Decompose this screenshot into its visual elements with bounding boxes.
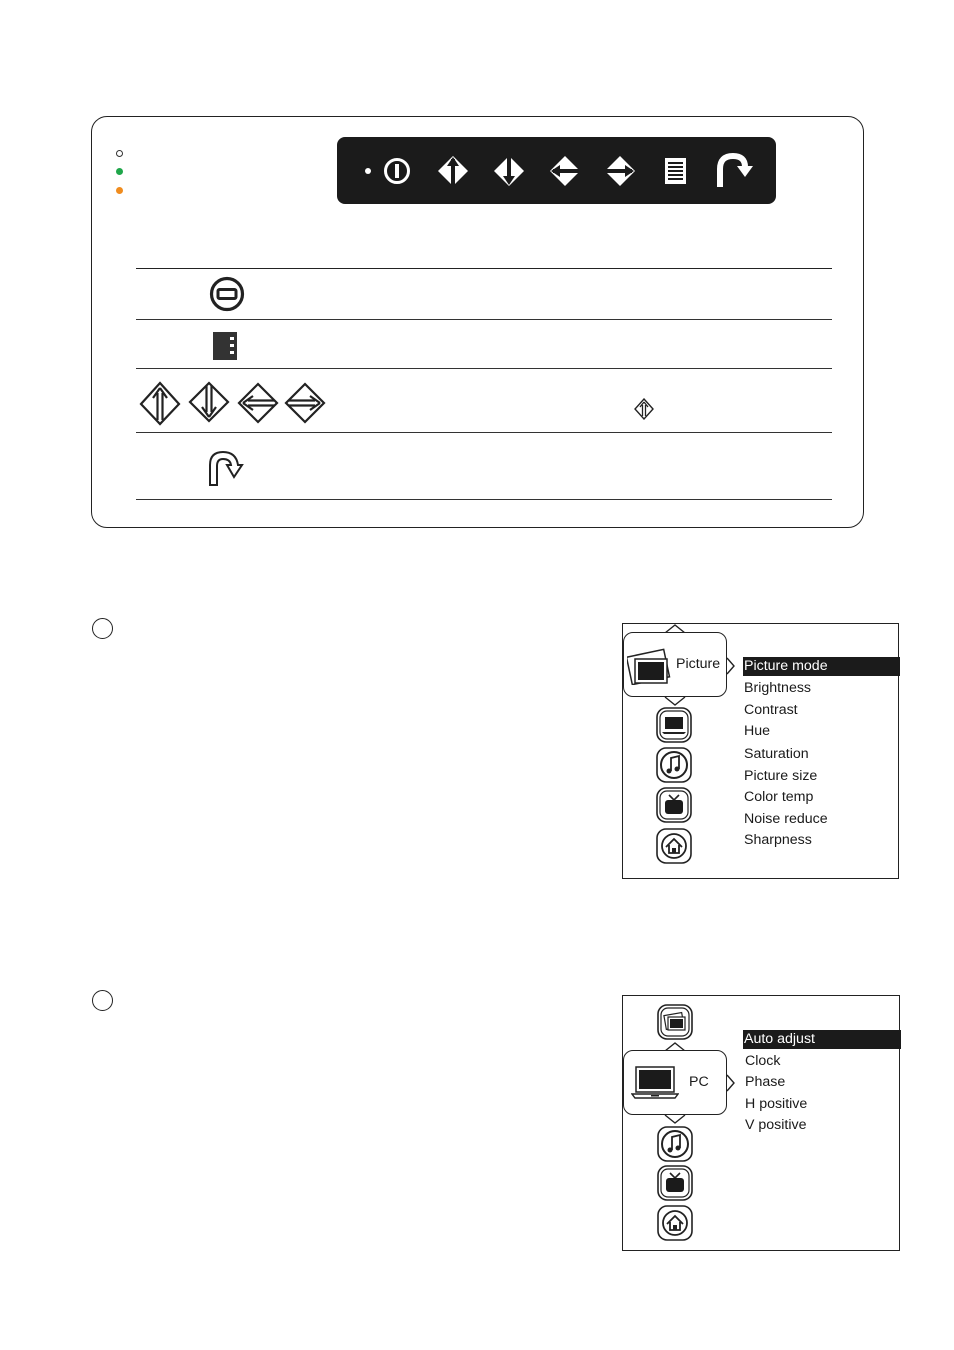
outline-right-arrow-icon	[286, 384, 324, 422]
table-rule	[136, 319, 832, 320]
chevron-down-icon[interactable]	[660, 696, 690, 706]
menu-item-sharpness[interactable]: Sharpness	[744, 832, 812, 848]
chevron-right-icon[interactable]	[726, 657, 736, 675]
menu-item-h-positive[interactable]: H positive	[745, 1096, 808, 1112]
outline-left-arrow-icon	[239, 384, 277, 422]
standby-icon	[209, 276, 245, 312]
outline-down-arrow-icon	[190, 383, 228, 421]
table-rule-bottom	[136, 499, 832, 500]
chevron-right-icon[interactable]	[726, 1074, 736, 1092]
picture-icon	[627, 645, 671, 685]
menu-item-brightness[interactable]: Brightness	[744, 680, 812, 696]
table-rule	[136, 432, 832, 433]
power-led-indicator	[116, 150, 123, 157]
key-dot-icon	[365, 168, 371, 174]
key-up-icon[interactable]	[438, 156, 468, 186]
tv-icon[interactable]	[657, 1165, 693, 1201]
outline-up-arrow-icon	[141, 383, 179, 424]
menu-item-clock[interactable]: Clock	[745, 1053, 781, 1069]
key-power-icon[interactable]	[386, 160, 409, 183]
arrow-keys-icons	[138, 380, 330, 426]
key-return-icon[interactable]	[720, 156, 753, 187]
picture-icon[interactable]	[657, 1004, 693, 1040]
menu-item-picture-mode[interactable]: Picture mode	[743, 657, 900, 676]
tv-icon[interactable]	[656, 787, 692, 823]
menu-block-icon	[212, 331, 240, 361]
chevron-down-icon[interactable]	[660, 1114, 690, 1124]
step-marker-2	[92, 990, 113, 1011]
outline-return-icon	[206, 449, 246, 487]
menu-item-auto-adjust[interactable]: Auto adjust	[743, 1030, 901, 1049]
control-keys	[337, 137, 776, 204]
key-right-icon[interactable]	[605, 156, 635, 186]
key-left-icon[interactable]	[550, 156, 580, 186]
picture-tile-label: Picture	[676, 656, 721, 672]
table-rule	[136, 368, 832, 369]
menu-item-picture-size[interactable]: Picture size	[744, 768, 818, 784]
music-icon[interactable]	[657, 1126, 693, 1162]
home-icon[interactable]	[657, 1205, 693, 1241]
key-menu-icon[interactable]	[665, 158, 686, 184]
step-marker-1	[92, 618, 113, 639]
inline-up-arrow-icon	[633, 398, 655, 420]
key-down-icon[interactable]	[494, 156, 524, 186]
pc-tile-label: PC	[689, 1074, 709, 1090]
menu-item-hue[interactable]: Hue	[744, 723, 771, 739]
menu-item-contrast[interactable]: Contrast	[744, 702, 798, 718]
home-icon[interactable]	[656, 828, 692, 864]
menu-item-v-positive[interactable]: V positive	[745, 1117, 807, 1133]
green-led-indicator	[116, 168, 123, 175]
menu-item-noise-reduce[interactable]: Noise reduce	[744, 811, 828, 827]
pc-icon[interactable]	[656, 707, 692, 743]
menu-item-color-temp[interactable]: Color temp	[744, 789, 814, 805]
music-icon[interactable]	[656, 747, 692, 783]
menu-item-saturation[interactable]: Saturation	[744, 746, 809, 762]
orange-led-indicator	[116, 187, 123, 194]
menu-item-phase[interactable]: Phase	[745, 1074, 786, 1090]
table-rule-top	[136, 268, 832, 269]
laptop-icon	[631, 1066, 679, 1100]
